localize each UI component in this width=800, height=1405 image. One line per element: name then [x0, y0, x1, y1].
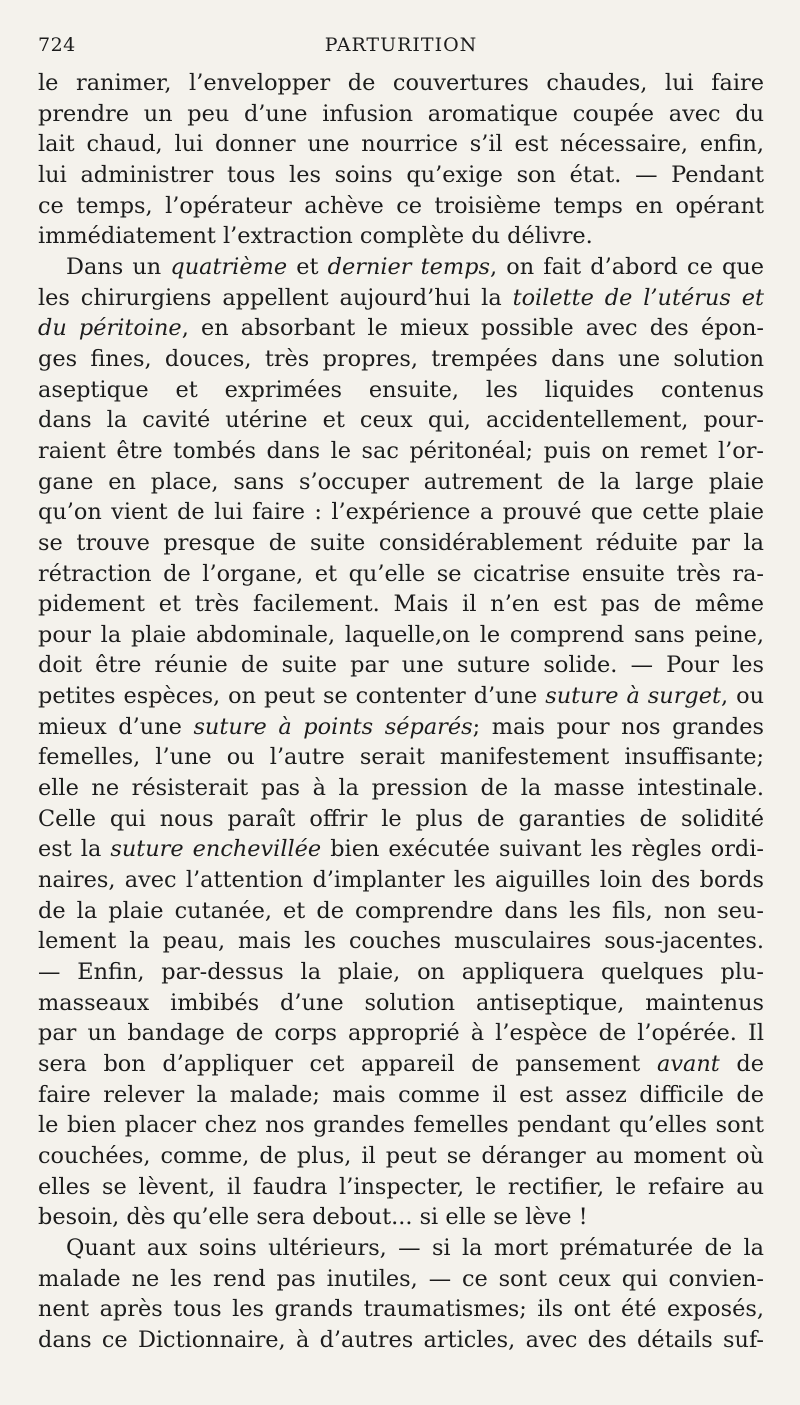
text-line [38, 1202, 764, 1233]
text-line [38, 926, 764, 957]
text-line [38, 405, 764, 436]
text-line [38, 467, 764, 498]
text-line [38, 1172, 764, 1203]
text-line [38, 896, 764, 927]
text-segment: lait chaud, lui donner une nourrice s’il est nécessaire, enfin, [38, 131, 764, 158]
italic-term: dernier temps [327, 253, 490, 280]
text-line [38, 681, 764, 712]
text-line [38, 252, 764, 283]
italic-term: suture enchevillée [110, 836, 322, 863]
text-line [38, 834, 764, 865]
text-line [38, 68, 764, 99]
text-line [38, 528, 764, 559]
page-number: 724 [38, 34, 76, 56]
text-line [38, 1110, 764, 1141]
text-segment: le bien placer chez nos grandes femelles pendant qu’elles sont [38, 1112, 764, 1139]
text-segment: doit être réunie de suite par une suture solide. — Pour les [38, 652, 764, 679]
text-segment: elle ne résisterait pas à la pression de la masse intestinale. [38, 775, 764, 802]
text-segment: couchées, comme, de plus, il peut se déranger au moment où [38, 1142, 764, 1169]
text-segment: femelles, l’une ou l’autre serait manifestement insuffisante; [38, 744, 764, 771]
text-line [38, 344, 764, 375]
text-line [38, 1294, 764, 1325]
text-segment: pour la plaie abdominale, laquelle,on le comprend sans peine, [38, 621, 764, 648]
text-line [38, 191, 764, 222]
running-title: PARTURITION [324, 34, 478, 56]
text-segment: les chirurgiens appellent aujourd’hui la [38, 284, 513, 311]
text-segment: le ranimer, l’envelopper de couvertures chaudes, lui faire [38, 70, 764, 96]
text-line [38, 957, 764, 988]
text-line [38, 375, 764, 406]
text-segment: dans la cavité utérine et ceux qui, accidentellement, pour- [38, 407, 764, 434]
text-line [38, 1264, 764, 1295]
text-segment: rétraction de l’organe, et qu’elle se cicatrise ensuite très ra- [38, 560, 764, 587]
text-line [38, 620, 764, 651]
text-segment: naires, avec l’attention d’implanter les aiguilles loin des bords [38, 867, 764, 894]
text-line [38, 742, 764, 773]
text-segment: raient être tombés dans le sac péritonéal; puis on remet l’or- [38, 437, 764, 464]
text-segment: Celle qui nous paraît offrir le plus de garanties de solidité [38, 805, 764, 832]
text-segment: mieux d’une [38, 713, 194, 740]
text-line [38, 589, 764, 620]
text-segment: elles se lèvent, il faudra l’inspecter, le rectifier, le refaire au [38, 1173, 764, 1200]
text-segment: sera bon d’appliquer cet appareil de pansement [38, 1051, 657, 1077]
text-segment: nent après tous les grands traumatismes; ils ont été exposés, [38, 1296, 764, 1323]
italic-term: quatrième [170, 253, 288, 280]
text-segment: malade ne les rend pas inutiles, — ce sont ceux qui convien- [38, 1265, 764, 1292]
text-segment: pidement et très facilement. Mais il n’en est pas de même [38, 591, 764, 618]
text-line [38, 712, 764, 743]
text-segment: par un bandage de corps approprié à l’espèce de l’opérée. Il [38, 1020, 764, 1047]
text-segment: et [287, 253, 328, 280]
text-segment: prendre un peu d’une infusion aromatique coupée avec du [38, 100, 764, 127]
text-segment: gane en place, sans s’occuper autrement de la large plaie [38, 468, 764, 495]
italic-term: suture à points séparés [193, 713, 473, 740]
text-line [38, 283, 764, 314]
text-segment: ; mais pour nos grandes [472, 713, 764, 740]
italic-term: toilette de l’utérus et [512, 284, 764, 311]
text-segment: , en absorbant le mieux possible avec des épon- [181, 315, 764, 342]
text-line [38, 650, 764, 681]
text-segment: , on fait d’abord ce que [489, 253, 765, 280]
text-line [38, 129, 764, 160]
text-line [38, 1080, 764, 1111]
body-text [38, 68, 764, 1356]
text-segment: petites espèces, on peut se contenter d’une [38, 683, 546, 710]
text-line [38, 497, 764, 528]
text-segment: besoin, dès qu’elle sera debout... si elle se lève ! [38, 1204, 588, 1231]
text-line [38, 313, 764, 344]
italic-term: avant [656, 1051, 720, 1077]
text-line [38, 559, 764, 590]
text-line [38, 160, 764, 191]
text-line [38, 1049, 764, 1080]
text-line [38, 773, 764, 804]
text-line [38, 1233, 764, 1264]
text-segment: ges fines, douces, très propres, trempées dans une solution [38, 345, 764, 372]
text-line [38, 99, 764, 130]
text-segment: immédiatement l’extraction complète du délivre. [38, 223, 593, 250]
text-line [38, 1141, 764, 1172]
text-segment: de [719, 1051, 765, 1077]
text-segment: de la plaie cutanée, et de comprendre dans les fils, non seu- [38, 897, 764, 924]
text-segment: qu’on vient de lui faire : l’expérience a prouvé que cette plaie [38, 499, 764, 526]
text-segment: lui administrer tous les soins qu’exige son état. — Pendant [38, 161, 764, 188]
text-segment: dans ce Dictionnaire, à d’autres articles, avec des détails suf- [38, 1326, 764, 1353]
italic-term: du péritoine [38, 315, 182, 342]
text-segment: aseptique et exprimées ensuite, les liquides contenus [38, 376, 764, 403]
text-segment: masseaux imbibés d’une solution antiseptique, maintenus [38, 989, 764, 1016]
text-line [38, 221, 764, 252]
text-segment: faire relever la malade; mais comme il est assez difficile de [38, 1081, 764, 1108]
text-segment: Dans un [66, 253, 171, 280]
text-segment: est la [38, 836, 111, 863]
text-line [38, 865, 764, 896]
text-line [38, 1325, 764, 1356]
text-segment: bien exécutée suivant les règles ordi- [321, 836, 764, 863]
running-head [38, 32, 764, 64]
text-line [38, 1018, 764, 1049]
text-segment: , ou [721, 683, 764, 710]
text-segment: se trouve presque de suite considérablement réduite par la [38, 529, 764, 556]
text-line [38, 988, 764, 1019]
text-line [38, 436, 764, 467]
text-segment: Quant aux soins ultérieurs, — si la mort prématurée de la [66, 1234, 764, 1261]
text-segment: — Enfin, par-dessus la plaie, on appliquera quelques plu- [38, 959, 764, 986]
text-segment: ce temps, l’opérateur achève ce troisième temps en opérant [38, 192, 764, 219]
text-line [38, 804, 764, 835]
italic-term: suture à surget [545, 683, 721, 710]
text-segment: lement la peau, mais les couches musculaires sous-jacentes. [38, 928, 764, 955]
